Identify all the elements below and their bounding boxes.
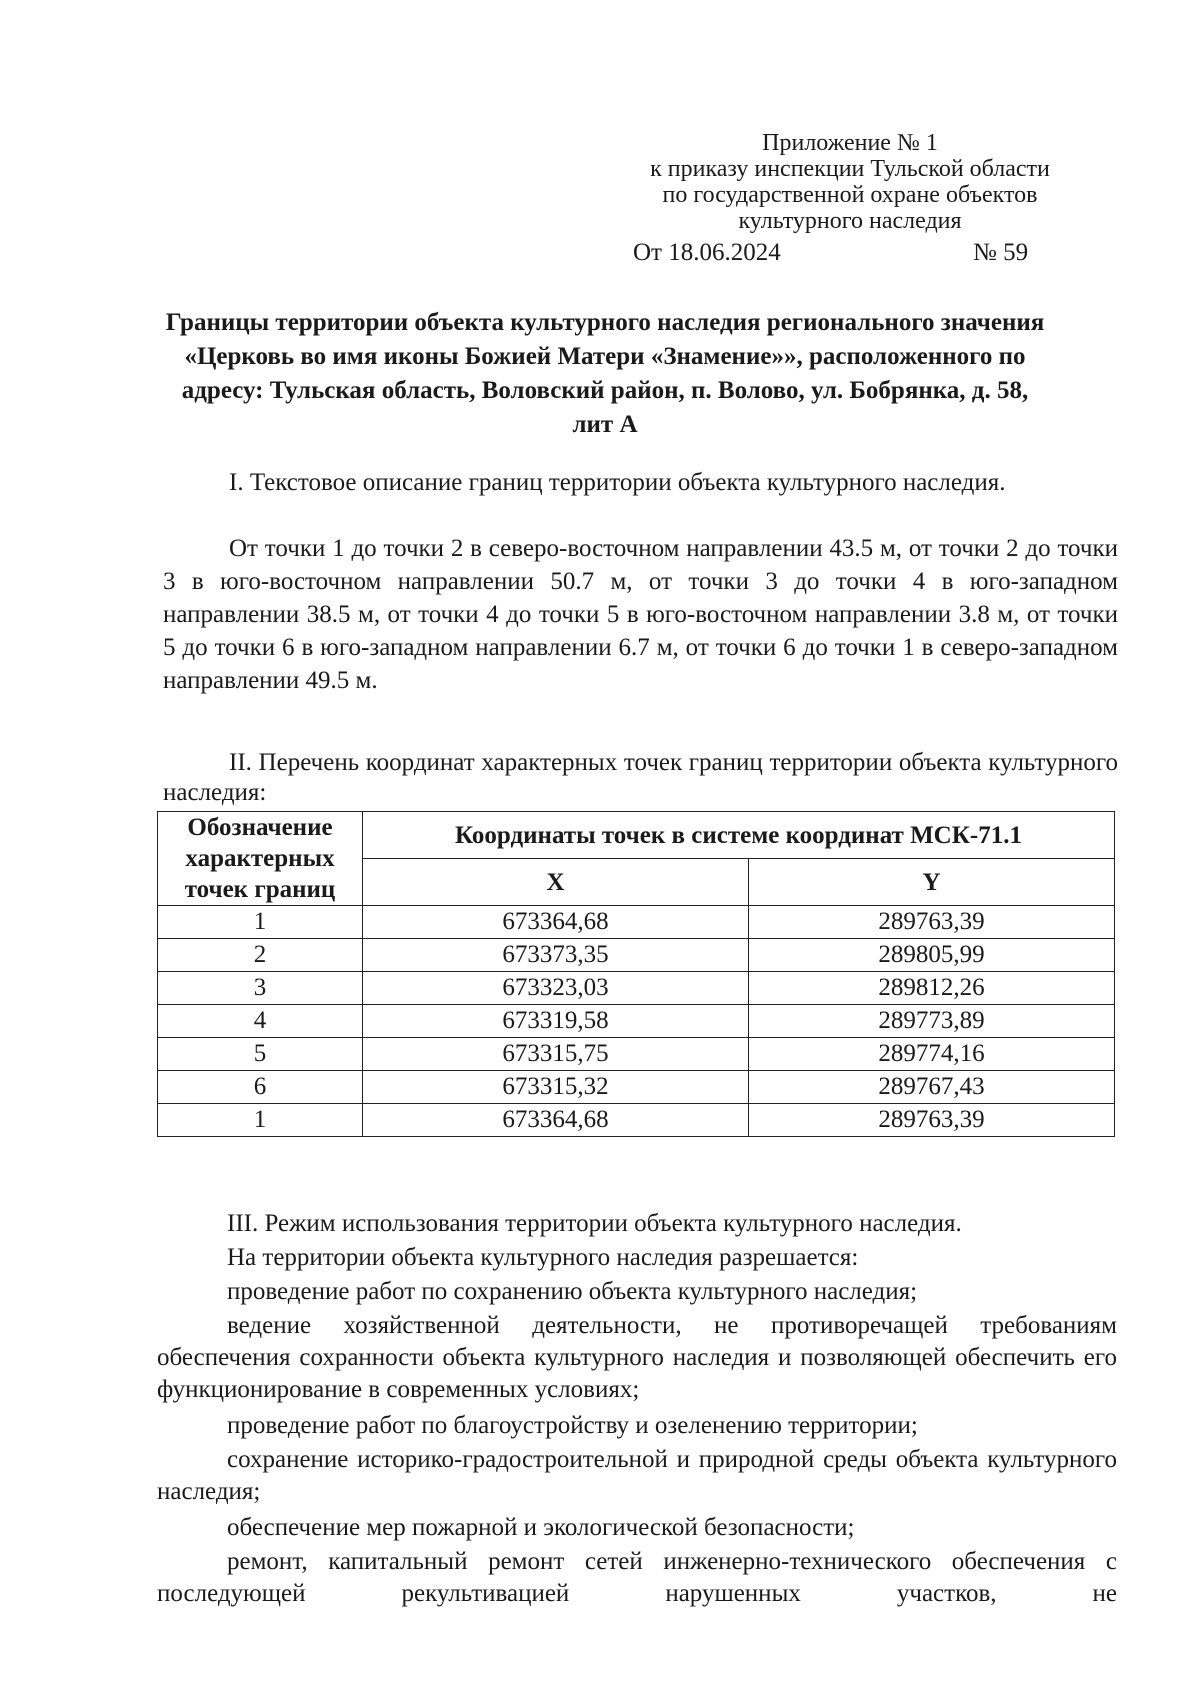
point-cell: 4: [158, 1005, 363, 1038]
y-cell: 289763,39: [749, 906, 1115, 939]
table-row: [158, 972, 1115, 1005]
point-cell: 3: [158, 972, 363, 1005]
section3-heading: III. Режим использования территории объекта культурного наследия.: [227, 1210, 962, 1237]
col-x-header: X: [363, 859, 749, 906]
y-cell: 289763,39: [749, 1104, 1115, 1137]
table-row: [158, 1104, 1115, 1137]
y-cell: 289805,99: [749, 939, 1115, 972]
x-cell: 673364,68: [363, 906, 749, 939]
order-number: № 59: [973, 239, 1029, 266]
appendix-line: культурного наследия: [738, 208, 962, 234]
x-cell: 673323,03: [363, 972, 749, 1005]
table-row: [158, 1038, 1115, 1071]
section1-text: От точки 1 до точки 2 в северо-восточном направлении 43.5 м, от точки 2 до точки 3 в юго-восточном направлении 50.7 м, от точки 3 до точки 4 в юго-западном направлении 38.5 м, от точки 4 до точки 5 в юго-восточном направлении 3.8 м, от точки 5 до точки 6 в юго-западном направлении 6.7 м, от точки 6 до точки 1 в северо-западном направлении 49.5 м.: [163, 535, 1118, 694]
col-coords-header: Координаты точек в системе координат МСК-71.1: [363, 812, 1115, 859]
point-cell: 6: [158, 1071, 363, 1104]
x-cell: 673315,32: [363, 1071, 749, 1104]
appendix-line: Приложение № 1: [762, 130, 938, 156]
col-y-header: Y: [749, 859, 1115, 906]
point-cell: 1: [158, 1104, 363, 1137]
y-cell: 289812,26: [749, 972, 1115, 1005]
regime-item: ведение хозяйственной деятельности, не противоречащей требованиям обеспечения сохранности объекта культурного наследия и позволяющей обеспечить его функционирование в современных условиях;: [157, 1312, 1117, 1403]
regime-item: обеспечение мер пожарной и экологической безопасности;: [227, 1514, 855, 1541]
point-cell: 2: [158, 939, 363, 972]
regime-item: сохранение историко-градостроительной и природной среды объекта культурного наследия;: [157, 1446, 1117, 1505]
x-cell: 673319,58: [363, 1005, 749, 1038]
appendix-line: по государственной охране объектов: [662, 182, 1038, 208]
section1-heading: I. Текстовое описание границ территории объекта культурного наследия.: [229, 469, 1006, 496]
table-row: [158, 939, 1115, 972]
appendix-block: [600, 130, 1100, 234]
regime-item: проведение работ по сохранению объекта культурного наследия;: [227, 1278, 918, 1305]
table-row: [158, 906, 1115, 939]
order-date: От 18.06.2024: [633, 239, 781, 266]
document-title: Границы территории объекта культурного наследия регионального значения «Церковь во имя иконы Божией Матери «Знамение»», расположенного по адресу: Тульская область, Воловский район, п. Волово, ул. Бобрянка, д. 58, лит А: [165, 309, 1045, 438]
col-point-header: Обозначение характерных точек границ: [158, 812, 363, 906]
appendix-line: к приказу инспекции Тульской области: [650, 156, 1050, 182]
x-cell: 673315,75: [363, 1038, 749, 1071]
y-cell: 289774,16: [749, 1038, 1115, 1071]
y-cell: 289767,43: [749, 1071, 1115, 1104]
regime-item: ремонт, капитальный ремонт сетей инженерно-технического обеспечения с последующей рекультивацией нарушенных участков, не: [157, 1548, 1117, 1607]
coordinates-table: [157, 811, 1115, 1137]
point-cell: 5: [158, 1038, 363, 1071]
table-row: [158, 1071, 1115, 1104]
regime-item: проведение работ по благоустройству и озеленению территории;: [227, 1412, 918, 1439]
point-cell: 1: [158, 906, 363, 939]
section2-heading: II. Перечень координат характерных точек границ территории объекта культурного наследия:: [163, 749, 1118, 806]
x-cell: 673364,68: [363, 1104, 749, 1137]
y-cell: 289773,89: [749, 1005, 1115, 1038]
x-cell: 673373,35: [363, 939, 749, 972]
table-row: [158, 1005, 1115, 1038]
section3-intro: На территории объекта культурного наследия разрешается:: [227, 1244, 859, 1271]
